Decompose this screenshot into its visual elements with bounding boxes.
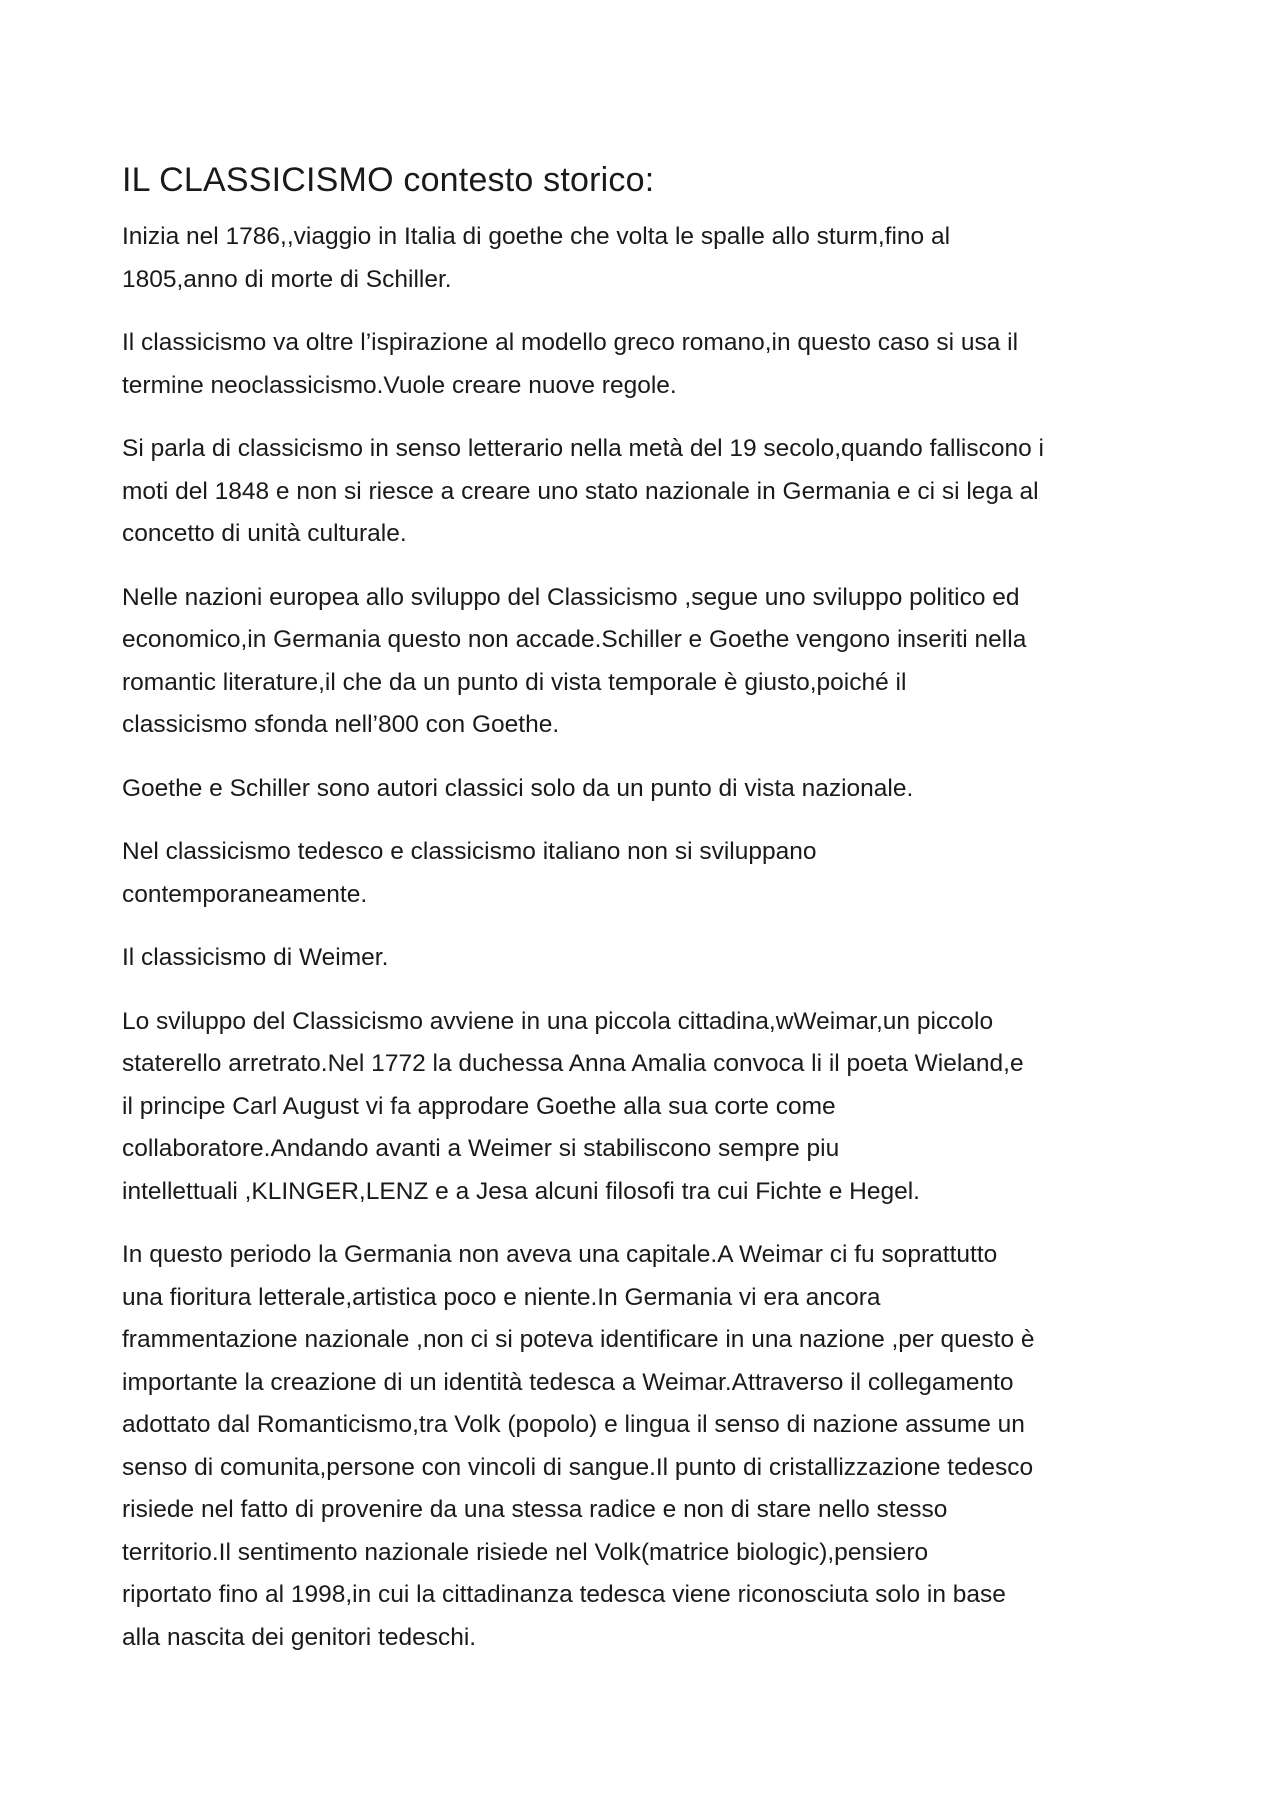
paragraph-weimar-development: Lo sviluppo del Classicismo avviene in una piccola cittadina,wWeimar,un piccolo staterello arretrato.Nel 1772 la duchessa Anna Amalia convoca li il poeta Wieland,e il principe Carl August vi fa approdare Goethe alla sua corte come collaboratore.Andando avanti a Weimer si stabiliscono sempre piu intellettuali ,KLINGER,LENZ e a Jesa alcuni filosofi tra cui Fichte e Hegel. — [122, 1007, 1024, 1205]
paragraph-european-nations: Nelle nazioni europea allo sviluppo del Classicismo ,segue uno sviluppo politico ed economico,in Germania questo non accade.Schiller e Goethe vengono inseriti nella romantic literature,il che da un punto di vista temporale è giusto,poiché il classicismo sfonda nell’800 con Goethe. — [122, 583, 1027, 738]
paragraph-neoclassicism: Il classicismo va oltre l’ispirazione al modello greco romano,in questo caso si usa il termine neoclassicismo.Vuole creare nuove regole. — [122, 329, 1019, 399]
paragraph-origins: Inizia nel 1786,,viaggio in Italia di goethe che volta le spalle allo sturm,fino al 1805,anno di morte di Schiller. — [122, 223, 951, 293]
paragraph-german-italian: Nel classicismo tedesco e classicismo italiano non si sviluppano contemporaneamente. — [122, 838, 817, 908]
document-body — [122, 158, 1172, 1680]
paragraph-literary-sense: Si parla di classicismo in senso letterario nella metà del 19 secolo,quando falliscono i moti del 1848 e non si riesce a creare uno stato nazionale in Germania e ci si lega al concetto di unità culturale. — [122, 435, 1044, 547]
document-title: IL CLASSICISMO contesto storico: — [122, 161, 655, 199]
paragraph-weimar-heading: Il classicismo di Weimer. — [122, 944, 389, 971]
paragraph-classic-authors: Goethe e Schiller sono autori classici solo da un punto di vista nazionale. — [122, 774, 914, 802]
paragraph-national-identity: In questo periodo la Germania non aveva una capitale.A Weimar ci fu soprattutto una fioritura letterale,artistica poco e niente.In Germania vi era ancora frammentazione nazionale ,non ci si poteva identificare in una nazione ,per questo è importante la creazione di un identità tedesca a Weimar.Attraverso il collegamento adottato dal Romanticismo,tra Volk (popolo) e lingua il senso di nazione assume un senso di comunita,persone con vincoli di sangue.Il punto di cristallizzazione tedesco risiede nel fatto di provenire da una stessa radice e non di stare nello stesso territorio.Il sentimento nazionale risiede nel Volk(matrice biologic),pensiero riportato fino al 1998,in cui la cittadinanza tedesca viene riconosciuta solo in base alla nascita dei genitori tedeschi. — [122, 1241, 1035, 1651]
